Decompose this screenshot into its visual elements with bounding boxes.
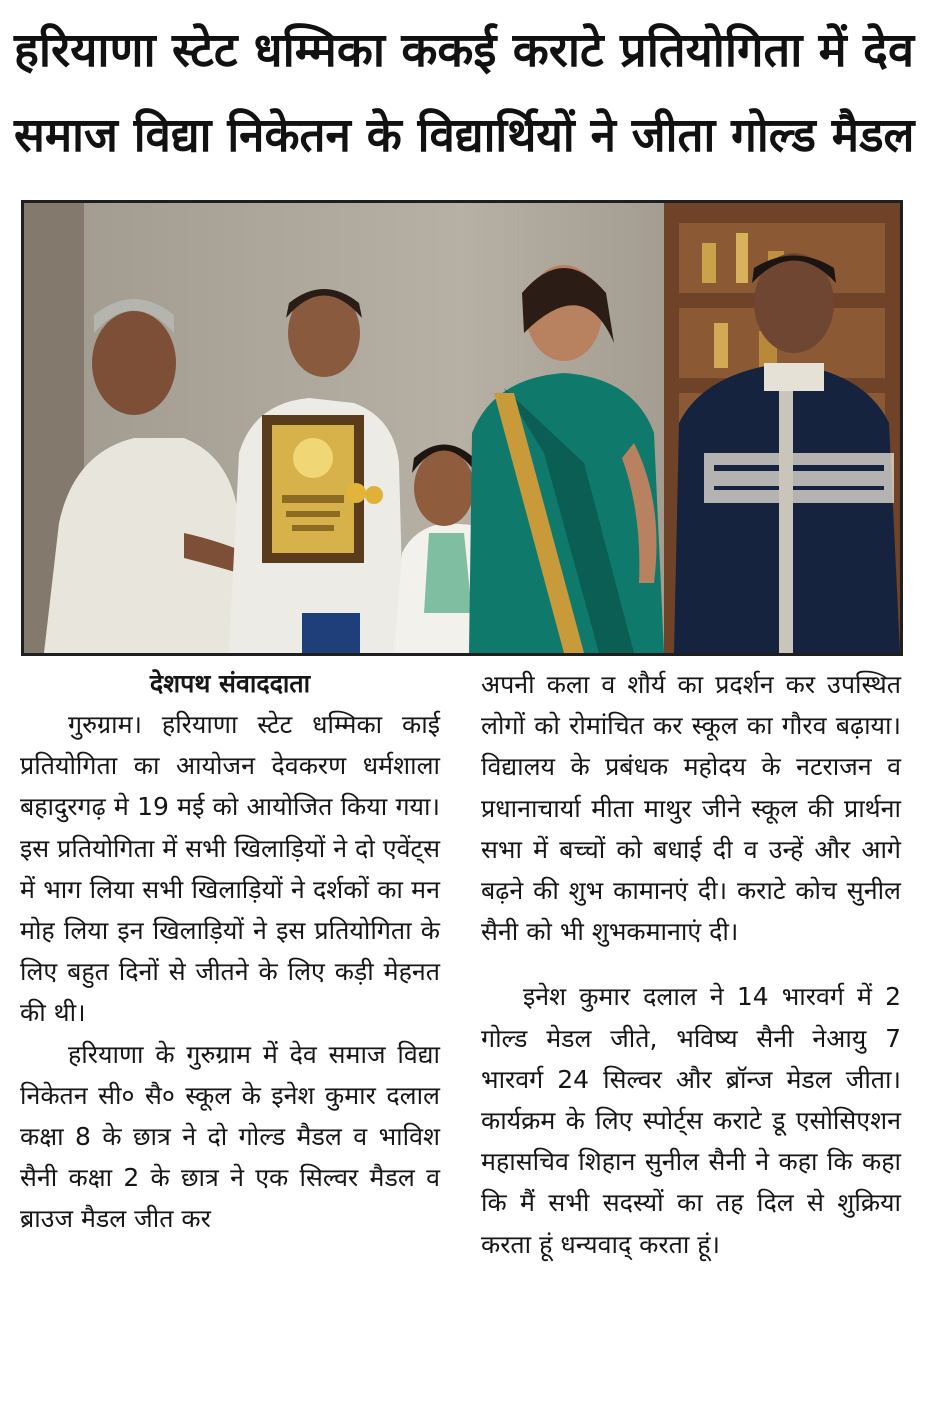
article-column-left bbox=[20, 664, 440, 1240]
right-paragraph-1: अपनी कला व शौर्य का प्रदर्शन कर उपस्थित लोगों को रोमांचित कर स्कूल का गौरव बढ़ाया। विद्यालय के प्रबंधक महोदय के नटराजन व प्रधानाचार्या मीता माथुर जीने स्कूल की प्रार्थना सभा में बच्चों को बधाई दी व उन्हें और आगे बढ़ने की शुभ कामानएं दी। कराटे कोच सुनील सैनी को भी शुभकमानाएं दी। bbox=[481, 670, 901, 947]
headline-line-1: हरियाणा स्टेट धम्मिका ककई कराटे प्रतियोगिता में देव bbox=[14, 23, 915, 78]
headline-line-2: समाज विद्या निकेतन के विद्यार्थियों ने जीता गोल्ड मैडल bbox=[14, 108, 915, 163]
left-paragraph-2: हरियाणा के गुरुग्राम में देव समाज विद्या निकेतन सी० सै० स्कूल के इनेश कुमार दलाल कक्षा 8 के छात्र ने दो गोल्ड मैडल व भाविश सैनी कक्षा 2 के छात्र ने एक सिल्वर मैडल व ब्राउज मैडल जीत कर bbox=[20, 1039, 440, 1234]
headline bbox=[14, 8, 914, 178]
byline: देशपथ संवाददाता bbox=[149, 669, 311, 698]
right-paragraph-2: इनेश कुमार दलाल ने 14 भारवर्ग में 2 गोल्ड मेडल जीते, भविष्य सैनी नेआयु 7 भारवर्ग 24 सिल्वर और ब्रॉन्ज मेडल जीता। कार्यक्रम के लिए स्पोर्ट्स कराटे डू एसोसिएशन महासचिव शिहान सुनील सैनी ने कहा कि कहा कि मैं सभी सदस्यों का तह दिल से शुक्रिया करता हूं धन्यवाद् करता हूं। bbox=[481, 982, 901, 1259]
paragraph-gap bbox=[481, 952, 901, 976]
news-photo bbox=[21, 200, 903, 656]
article-column-right bbox=[481, 664, 901, 1265]
photo-illustration bbox=[24, 203, 900, 653]
left-paragraph-1: गुरुग्राम। हरियाणा स्टेट धम्मिका काई प्रतियोगिता का आयोजन देवकरण धर्मशाला बहादुरगढ़ मे 19 मई को आयोजित किया गया। इस प्रतियोगिता में सभी खिलाड़ियों ने दो एवेंट्स में भाग लिया सभी खिलाड़ियों ने दर्शकों का मन मोह लिया इन खिलाड़ियों ने इस प्रतियोगिता के लिए बहुत दिनों से जीतने के लिए कड़ी मेहनत की थी। bbox=[20, 710, 440, 1028]
